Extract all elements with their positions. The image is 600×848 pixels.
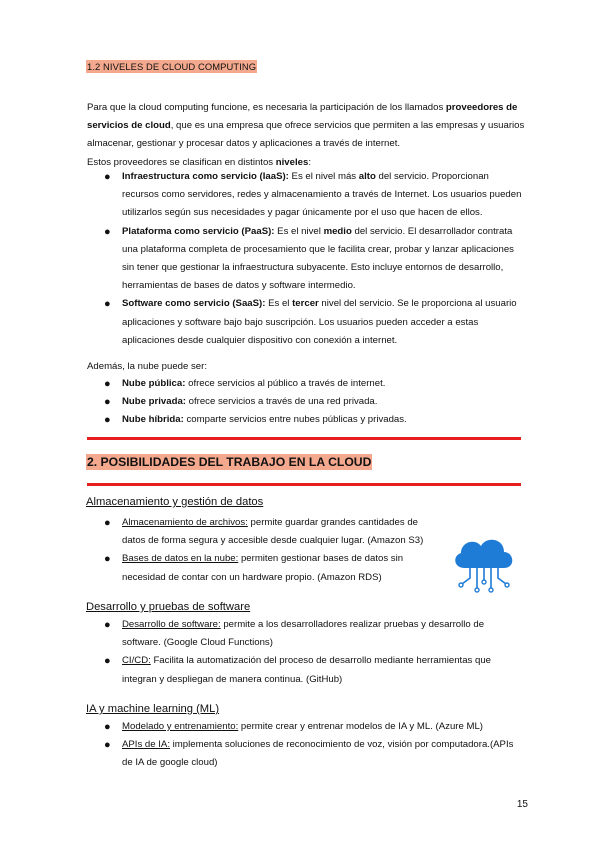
bullet-icon: ● [104, 171, 111, 183]
list-item: ● Desarrollo de software: permite a los desarrolladores realizar pruebas y desarrollo de software. (Google Cloud Functions) [104, 616, 524, 652]
list-item: ● Nube privada: ofrece servicios a través de una red privada. [104, 393, 524, 411]
providers-term: proveedores de servicios de cloud [87, 102, 518, 132]
cloud-types-list [104, 375, 524, 430]
bullet-icon: ● [104, 298, 111, 311]
bullet-icon: ● [104, 396, 111, 409]
ml-heading: IA y machine learning (ML) [86, 703, 220, 715]
bullet-icon: ● [104, 414, 111, 427]
list-item: ● Almacenamiento de archivos: permite guardar grandes cantidades de datos de forma segura y accesible desde cualquier lugar. (Amazon S3) [104, 514, 434, 550]
section-title: 1.2 NIVELES DE CLOUD COMPUTING [87, 61, 257, 72]
list-item: ● Infraestructura como servicio (IaaS): Es el nivel más alto del servicio. Proporcionan recursos como servidores, redes y almacenamiento a través de Internet. Los usuarios pueden utilizarlos según sus necesidades y pagar únicamente por el uso que hacen de ellos. [104, 168, 524, 223]
section2-title: 2. POSIBILIDADES DEL TRABAJO EN LA CLOUD [87, 455, 372, 469]
list-item: ● Software como servicio (SaaS): Es el tercer nivel del servicio. Se le proporciona al usuario aplicaciones y software bajo bajo suscripción. Los usuarios pueden acceder a estas aplicaciones desde cualquier dispositivo con conexión a internet. [104, 295, 524, 350]
bullet-icon: ● [104, 655, 111, 668]
dev-heading: Desarrollo y pruebas de software [86, 601, 251, 613]
list-item: ● Nube pública: ofrece servicios al público a través de internet. [104, 375, 524, 393]
list-item: ● Bases de datos en la nube: permiten gestionar bases de datos sin necesidad de contar con un hardware propio. (Amazon RDS) [104, 550, 434, 586]
ml-list [104, 718, 524, 773]
list-item: ● Nube híbrida: comparte servicios entre nubes públicas y privadas. [104, 411, 524, 429]
cloud-network-icon [450, 534, 518, 594]
list-item: ● Plataforma como servicio (PaaS): Es el nivel medio del servicio. El desarrollador contrata una plataforma completa de procesamiento que le facilita crear, probar y lanzar aplicaciones sin tener que gestionar la infraestructura subyacente. Esto incluye entornos de desarrollo, herramientas de bases de datos y software intermedio. [104, 223, 524, 296]
bullet-icon: ● [104, 553, 111, 566]
page-number: 15 [516, 799, 528, 810]
levels-list [104, 168, 524, 350]
list-item: ● Modelado y entrenamiento: permite crear y entrenar modelos de IA y ML. (Azure ML) [104, 718, 524, 736]
bullet-icon: ● [104, 721, 111, 733]
list-item: ● CI/CD: Facilita la automatización del proceso de desarrollo mediante herramientas que integran y despliegan de manera continua. (GitHub) [104, 652, 524, 688]
divider-bottom [87, 483, 521, 486]
bullet-icon: ● [104, 739, 111, 752]
bullet-icon: ● [104, 517, 111, 529]
list-item: ● APIs de IA: implementa soluciones de reconocimiento de voz, visión por computadora.(APIs de IA de google cloud) [104, 736, 524, 772]
intro-paragraph: Para que la cloud computing funcione, es necesaria la participación de los llamados proveedores de servicios de cloud, que es una empresa que ofrece servicios que permiten a las empresas y usuarios almacenar, gestionar y procesar datos y aplicaciones a través de internet. Estos proveedores se clasifican en distintos niveles: [87, 102, 525, 168]
divider-top [87, 437, 521, 440]
bullet-icon: ● [104, 378, 111, 390]
cloud-types-intro: Además, la nube puede ser: [87, 361, 208, 372]
storage-heading: Almacenamiento y gestión de datos [86, 496, 264, 508]
dev-list [104, 616, 524, 689]
bullet-icon: ● [104, 619, 111, 631]
storage-list [104, 514, 434, 587]
bullet-icon: ● [104, 225, 111, 238]
